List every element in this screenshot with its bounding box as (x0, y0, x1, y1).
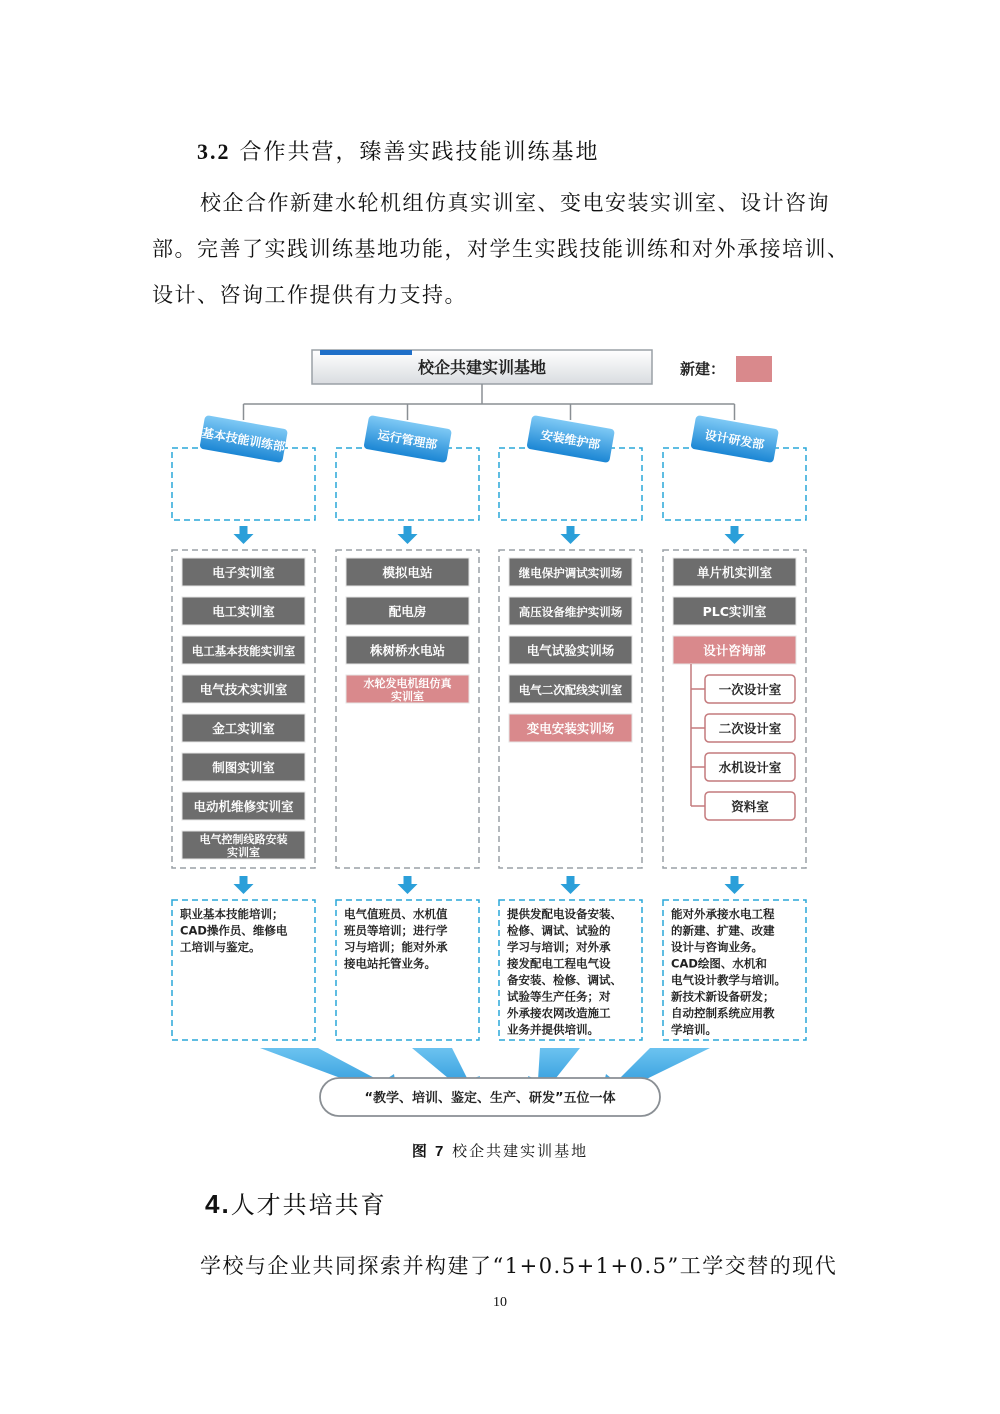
room-label: 高压设备维护实训场 (518, 605, 623, 619)
department-name: 安装维护部 (539, 427, 602, 453)
room-label: 继电保护调试实训场 (518, 566, 623, 580)
department-tag (690, 415, 779, 463)
legend-new-swatch (736, 356, 772, 382)
caption-text: 校企共建实训基地 (452, 1142, 589, 1160)
description-line: 学培训。 (671, 1022, 717, 1037)
department-frame (336, 448, 479, 520)
description-line: 工培训与鉴定。 (180, 940, 261, 954)
description-line: CAD绘图、水机和 (671, 956, 767, 971)
down-arrow-icon (561, 876, 581, 894)
department-frame (663, 448, 806, 520)
description-line: 业务并提供培训。 (507, 1022, 599, 1037)
section-title: 合作共营，臻善实践技能训练基地 (239, 140, 600, 165)
down-arrow-icon (561, 526, 581, 544)
department-name: 设计研发部 (703, 427, 766, 453)
room-label: 配电房 (388, 604, 427, 619)
org-diagram-svg (150, 340, 830, 1130)
legend (680, 356, 772, 382)
diagram-body (172, 384, 806, 1116)
department-name: 基本技能训练部 (200, 425, 287, 455)
description-line: 电气设计教学与培训。 (671, 973, 786, 987)
room-label: 电气试验实训场 (526, 643, 615, 658)
description-line: 自动控制系统应用教 (671, 1006, 775, 1020)
sub-room-label: 资料室 (731, 799, 769, 814)
sub-room-label: 一次设计室 (718, 682, 782, 697)
figure-caption (0, 1140, 1000, 1161)
description-line: 设计与咨询业务。 (671, 940, 763, 954)
org-diagram (150, 340, 830, 1130)
sub-room-label: 水机设计室 (718, 760, 782, 775)
room-label: 电工基本技能实训室 (191, 644, 296, 658)
description-line: 职业基本技能培训； (180, 907, 284, 921)
room-label: 电气控制线路安装 (199, 833, 288, 846)
description-line: 检修、调试、试验的 (507, 923, 611, 938)
section-heading (197, 135, 600, 166)
description-line: 接发配电工程电气设 (507, 956, 611, 971)
description-line: 班员等培训；进行学 (344, 923, 448, 938)
room-label: 电气二次配线实训室 (518, 683, 623, 697)
heading-4 (205, 1185, 387, 1220)
department-tag (199, 415, 288, 463)
paragraph-1-line-1: 校企合作新建水轮机组仿真实训室、变电安装实训室、设计咨询 (200, 191, 830, 215)
room-label: PLC实训室 (702, 604, 767, 619)
department-tag (363, 415, 452, 463)
description-frame (172, 900, 315, 1040)
section-number: 3.2 (197, 139, 231, 164)
room-label: 电子实训室 (212, 565, 275, 580)
page-number: 10 (493, 1295, 507, 1310)
department-name: 运行管理部 (376, 427, 439, 453)
room-label: 水轮发电机组仿真 (363, 677, 452, 690)
room-label: 模拟电站 (382, 565, 433, 580)
paragraph-2: 学校与企业共同探索并构建了“1+0.5+1+0.5”工学交替的现代 (200, 1254, 838, 1278)
room-label: 电动机维修实训室 (193, 799, 294, 814)
down-arrow-icon (234, 876, 254, 894)
paragraph-1 (152, 180, 852, 318)
description-line: 习与培训；能对外承 (344, 940, 448, 954)
down-arrow-icon (398, 526, 418, 544)
room-label: 设计咨询部 (703, 643, 766, 658)
description-line: 新技术新设备研发； (671, 989, 775, 1004)
department-frame (499, 448, 642, 520)
down-arrow-icon (725, 876, 745, 894)
legend-label: 新建： (680, 360, 726, 378)
room-label: 株树桥水电站 (369, 643, 446, 658)
description-line: 能对外承接水电工程 (671, 907, 775, 921)
department-frame (172, 448, 315, 520)
root-title: 校企共建实训基地 (417, 358, 547, 377)
heading-4-number: 4. (205, 1189, 231, 1219)
room-label: 制图实训室 (212, 760, 275, 775)
bottom-oval-text: “教学、培训、鉴定、生产、研发”五位一体 (364, 1091, 616, 1106)
room-label: 金工实训室 (212, 721, 275, 736)
room-label: 单片机实训室 (696, 565, 773, 580)
room-label: 变电安装实训场 (526, 721, 615, 736)
paragraph-1-line-2: 部。完善了实践训练基地功能，对学生实践技能训练和对外承接培训、 (152, 237, 850, 261)
description-line: 外承接农网改造施工 (507, 1006, 611, 1020)
room-label: 电工实训室 (212, 604, 275, 619)
down-arrow-icon (234, 526, 254, 544)
description-line: 学习与培训；对外承 (507, 940, 611, 954)
down-arrow-icon (398, 876, 418, 894)
root-node (312, 350, 652, 384)
room-label: 实训室 (391, 690, 424, 703)
description-line: 提供发配电设备安装、 (507, 907, 622, 921)
paragraph-1-line-3: 设计、咨询工作提供有力支持。 (152, 283, 467, 307)
description-line: 试验等生产任务；对 (507, 989, 611, 1004)
description-line: CAD操作员、维修电 (180, 923, 288, 938)
down-arrow-icon (725, 526, 745, 544)
room-label: 电气技术实训室 (199, 682, 288, 697)
description-line: 备安装、检修、调试、 (507, 973, 622, 987)
description-line: 的新建、扩建、改建 (671, 923, 775, 938)
department-tag (526, 415, 615, 463)
description-line: 接电站托管业务。 (344, 956, 436, 971)
room-label: 实训室 (227, 846, 260, 859)
sub-room-label: 二次设计室 (718, 721, 782, 736)
description-line: 电气值班员、水机值 (344, 907, 448, 921)
caption-label: 图 7 (411, 1143, 446, 1160)
heading-4-title: 人才共培共育 (230, 1191, 387, 1219)
